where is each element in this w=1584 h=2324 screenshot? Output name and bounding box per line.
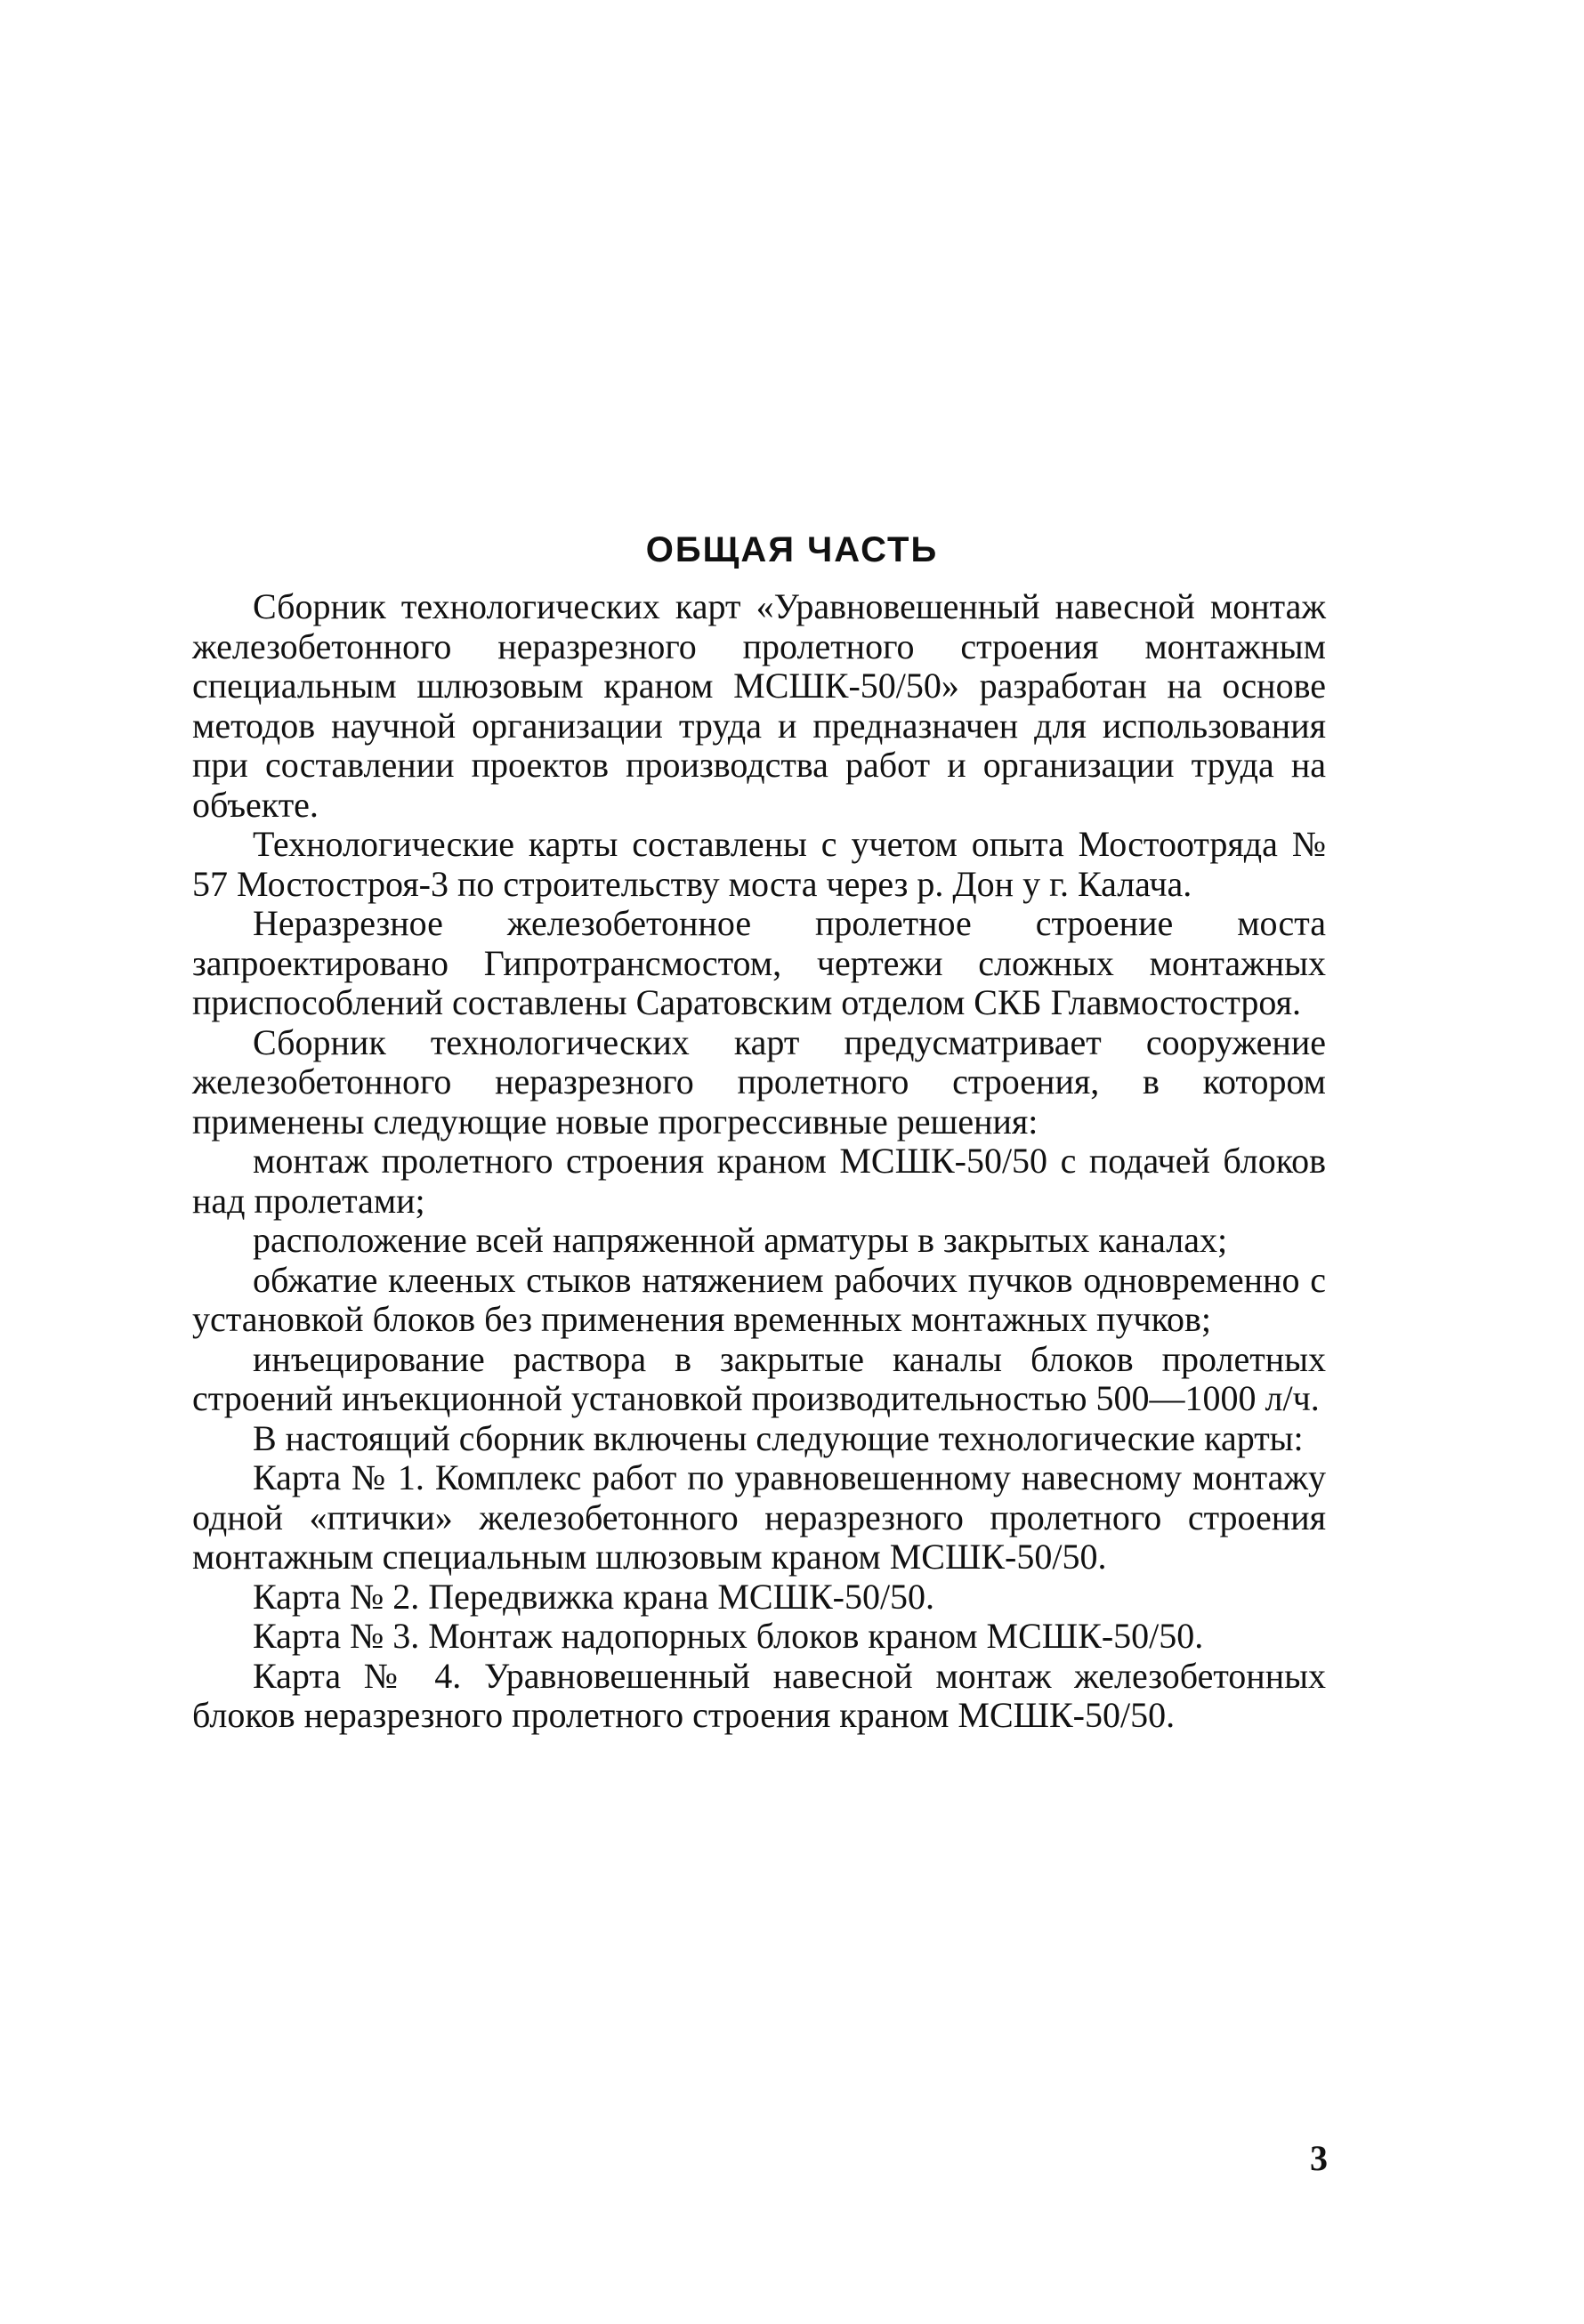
card-item-3: Карта № 3. Монтаж надопорных блоков краном МСШК-50/50. <box>253 1616 1204 1656</box>
paragraph-design: Неразрезное железобетонное пролетное строение моста запроектировано Гипротрансмостом, чертежи сложных монтажных приспособлений составлены Саратовским отделом СКБ Главмостостроя. <box>192 903 1326 1022</box>
paragraph-solutions: Сборник технологических карт предусматривает сооружение железобетонного неразрезного пролетного строения, в котором применены следующие новые прогрессивные решения: <box>192 1021 1326 1142</box>
paragraph-intro: Сборник технологических карт «Уравновешенный навесной монтаж железобетонного неразрезного пролетного строения монтажным специальным шлюзовым краном МСШК-50/50» разработан на основе методов научной организации труда и предназначен для использования при составлении проектов производства работ и организации труда на объекте. <box>192 586 1326 825</box>
card-item-4: Карта № 4. Уравновешенный навесной монтаж железобетонных блоков неразрезного пролетного строения краном МСШК-50/50. <box>192 1655 1326 1735</box>
solution-item-crane: монтаж пролетного строения краном МСШК-50/50 с подачей блоков над пролетами; <box>192 1141 1326 1221</box>
section-title: ОБЩАЯ ЧАСТЬ <box>645 530 939 569</box>
page-number: 3 <box>1310 2138 1328 2178</box>
solution-item-compression: обжатие клееных стыков натяжением рабочих пучков одновременно с установкой блоков без применения временных монтажных пучков; <box>192 1259 1326 1339</box>
card-item-2: Карта № 2. Передвижка крана МСШК-50/50. <box>253 1576 935 1617</box>
solution-item-injection: инъецирование раствора в закрытые каналы блоков пролетных строений инъекционной установкой производительностью 500—1000 л/ч. <box>192 1338 1326 1418</box>
paragraph-cards-intro: В настоящий сборник включены следующие технологические карты: <box>253 1417 1304 1458</box>
solution-item-reinforcement: расположение всей напряженной арматуры в закрытых каналах; <box>253 1220 1228 1260</box>
paragraph-experience: Технологические карты составлены с учетом опыта Мостоотряда № 57 Мостостроя-3 по строительству моста через р. Дон у г. Калача. <box>192 824 1326 904</box>
body-text <box>192 587 1326 1736</box>
card-item-1: Карта № 1. Комплекс работ по уравновешенному навесному монтажу одной «птички» железобетонного неразрезного пролетного строения монтажным специальным шлюзовым краном МСШК-50/50. <box>192 1457 1326 1577</box>
